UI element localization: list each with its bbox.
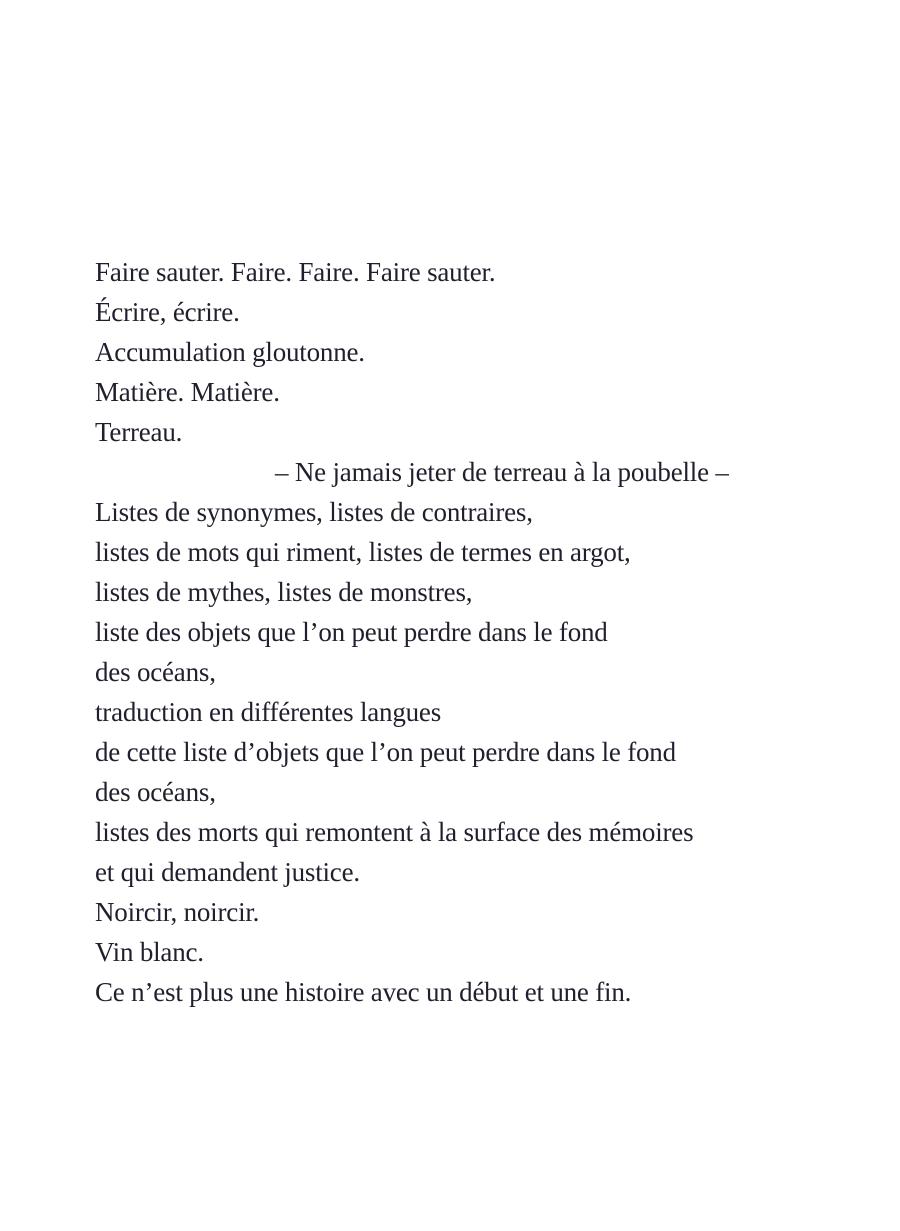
poem-line: Noircir, noircir.: [95, 897, 260, 927]
poem-line: Terreau.: [95, 417, 183, 447]
poem-line: Ce n’est plus une histoire avec un début et une fin.: [95, 977, 632, 1007]
poem-line: listes de mots qui riment, listes de termes en argot,: [95, 537, 631, 567]
poem-line: Faire sauter. Faire. Faire. Faire sauter.: [95, 257, 496, 287]
poem-line: Matière. Matière.: [95, 377, 280, 407]
poem-line: Listes de synonymes, listes de contraires,: [95, 497, 533, 527]
poem-line: listes de mythes, listes de monstres,: [95, 577, 473, 607]
poem-line: liste des objets que l’on peut perdre dans le fond: [95, 617, 608, 647]
poem-line: des océans,: [95, 657, 216, 687]
poem-line-aside: – Ne jamais jeter de terreau à la poubelle –: [275, 457, 729, 487]
poem-line: de cette liste d’objets que l’on peut perdre dans le fond: [95, 737, 676, 767]
poem-line: Écrire, écrire.: [95, 297, 240, 327]
poem-line: Vin blanc.: [95, 937, 204, 967]
poem-line: Accumulation gloutonne.: [95, 337, 365, 367]
poem-line: et qui demandent justice.: [95, 857, 360, 887]
poem-line: listes des morts qui remontent à la surface des mémoires: [95, 817, 694, 847]
poem-line: des océans,: [95, 777, 216, 807]
poem-text-block: [95, 252, 825, 1012]
poem-line: traduction en différentes langues: [95, 697, 442, 727]
